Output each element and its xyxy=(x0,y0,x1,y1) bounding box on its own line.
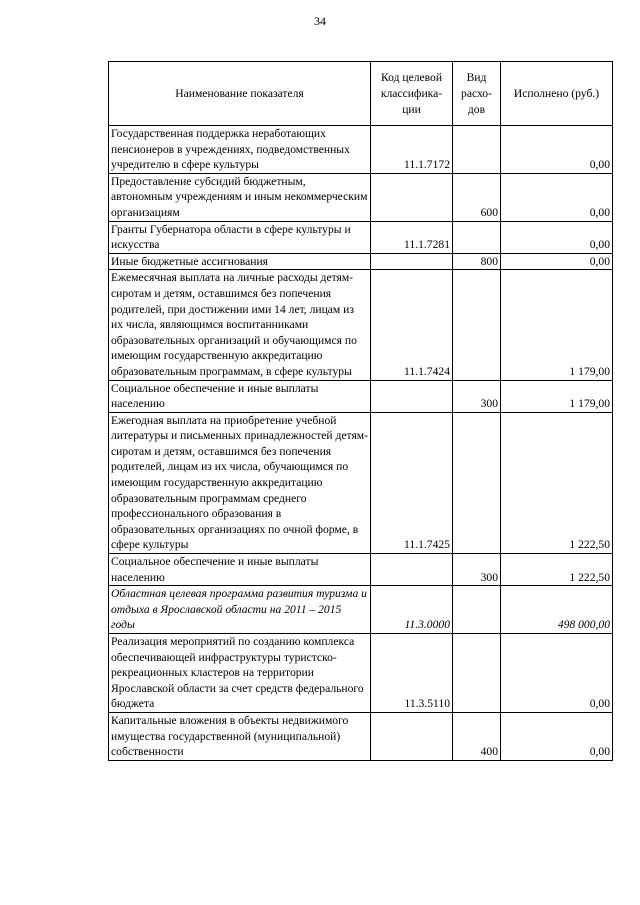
row-name: Ежегодная выплата на приобретение учебной литературы и письменных принадлежностей детям-сиротам и детям, оставшимся без попечения родителей, лицам из их числа, обучающимся по имеющим государственную аккредитацию образовательным программам среднего профессионального образования в образовательных организациях по очной форме, в сфере культуры xyxy=(109,412,371,553)
row-kind xyxy=(453,412,501,553)
row-sum: 1 179,00 xyxy=(501,270,613,380)
row-sum: 0,00 xyxy=(501,221,613,253)
row-code: 11.1.7425 xyxy=(371,412,453,553)
table-row xyxy=(109,712,613,760)
row-kind: 300 xyxy=(453,554,501,586)
row-kind xyxy=(453,270,501,380)
header-name: Наименование показателя xyxy=(109,62,371,126)
row-name: Ежемесячная выплата на личные расходы детям-сиротам и детям, оставшимся без попечения родителей, при достижении ими 14 лет, лицам из их числа, являющимся воспитанниками образовательных организаций и обучающимся по имеющим государственную аккредитацию образовательным программам, в сфере культуры xyxy=(109,270,371,380)
row-sum: 498 000,00 xyxy=(501,586,613,634)
row-sum: 1 222,50 xyxy=(501,412,613,553)
row-kind: 600 xyxy=(453,173,501,221)
table-row xyxy=(109,173,613,221)
table-row xyxy=(109,554,613,586)
row-code: 11.1.7281 xyxy=(371,221,453,253)
row-name: Реализация мероприятий по созданию комплекса обеспечивающей инфраструктуры туристско-рекреационных кластеров на территории Ярославской области за счет средств федерального бюджета xyxy=(109,634,371,713)
row-kind xyxy=(453,126,501,174)
row-kind: 400 xyxy=(453,712,501,760)
row-name: Социальное обеспечение и иные выплаты населению xyxy=(109,380,371,412)
table-row xyxy=(109,253,613,270)
table-header-row xyxy=(109,62,613,126)
row-kind: 800 xyxy=(453,253,501,270)
row-code xyxy=(371,173,453,221)
row-code: 11.3.0000 xyxy=(371,586,453,634)
header-code: Код целевой классифика-ции xyxy=(371,62,453,126)
row-sum: 0,00 xyxy=(501,253,613,270)
table-row xyxy=(109,221,613,253)
row-sum: 0,00 xyxy=(501,634,613,713)
table-row xyxy=(109,586,613,634)
row-name: Предоставление субсидий бюджетным, автономным учреждениям и иным некоммерческим организациям xyxy=(109,173,371,221)
row-code: 11.1.7424 xyxy=(371,270,453,380)
row-name: Областная целевая программа развития туризма и отдыха в Ярославской области на 2011 – 2015 годы xyxy=(109,586,371,634)
table-row xyxy=(109,634,613,713)
row-kind xyxy=(453,221,501,253)
row-code xyxy=(371,554,453,586)
row-sum: 0,00 xyxy=(501,126,613,174)
page-number: 34 xyxy=(314,14,326,28)
row-sum: 0,00 xyxy=(501,712,613,760)
row-name: Капитальные вложения в объекты недвижимого имущества государственной (муниципальной) собственности xyxy=(109,712,371,760)
row-name: Государственная поддержка неработающих пенсионеров в учреждениях, подведомственных учредителю в сфере культуры xyxy=(109,126,371,174)
table-row xyxy=(109,380,613,412)
row-code xyxy=(371,712,453,760)
row-sum: 1 222,50 xyxy=(501,554,613,586)
table-row xyxy=(109,412,613,553)
row-name: Социальное обеспечение и иные выплаты населению xyxy=(109,554,371,586)
row-kind: 300 xyxy=(453,380,501,412)
row-name: Гранты Губернатора области в сфере культуры и искусства xyxy=(109,221,371,253)
row-code: 11.3.5110 xyxy=(371,634,453,713)
row-code: 11.1.7172 xyxy=(371,126,453,174)
row-sum: 1 179,00 xyxy=(501,380,613,412)
row-code xyxy=(371,253,453,270)
row-kind xyxy=(453,634,501,713)
table-row xyxy=(109,270,613,380)
row-sum: 0,00 xyxy=(501,173,613,221)
budget-table xyxy=(108,61,613,761)
row-kind xyxy=(453,586,501,634)
row-code xyxy=(371,380,453,412)
header-sum: Исполнено (руб.) xyxy=(501,62,613,126)
table-row xyxy=(109,126,613,174)
header-kind: Вид расхо-дов xyxy=(453,62,501,126)
row-name: Иные бюджетные ассигнования xyxy=(109,253,371,270)
